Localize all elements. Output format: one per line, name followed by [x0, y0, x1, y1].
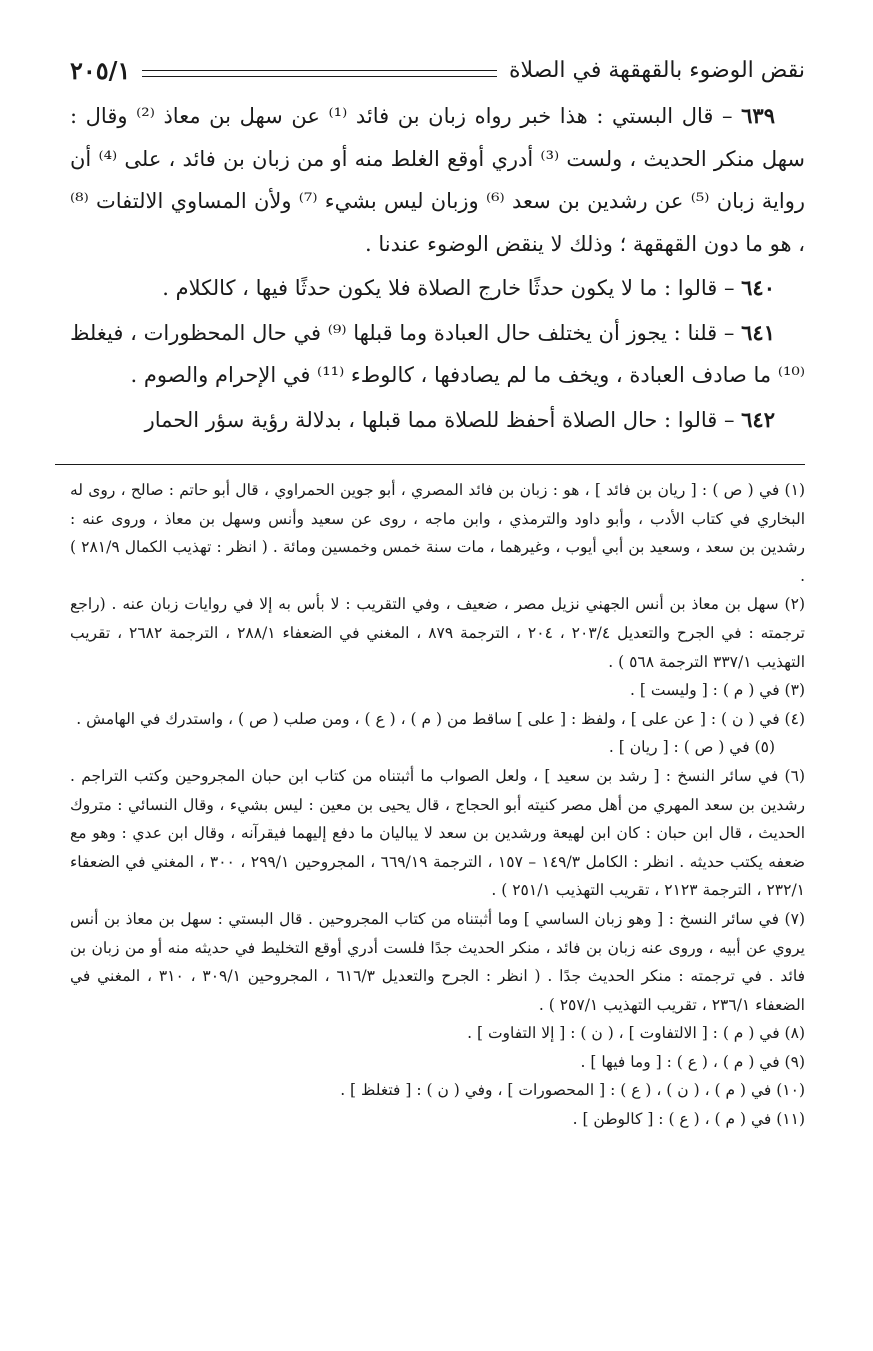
footnote-7: (٧) في سائر النسخ : [ وهو زبان الساسي ] وما أثبتناه من كتاب المجروحين . قال البستي : سهل بن معاذ بن أنس يروي عن أبيه ، وروى عنه زبان بن فائد ، منكر الحديث جدًا فلست أدري أوقع التخليط في حديثه منه أو من زبان بن فائد . في ترجمته : منكر الحديث جدًا . ( انظر : الجرح والتعديل ٦١٦/٣ ، المجروحين ٣٠٩/١ ، ٣١٠ ، المغني في الضعفاء ٢٣٦/١ ، تقريب التهذيب ٢٥٧/١ ) . — [70, 909, 805, 1014]
paragraph-number: ٦٤١ — [741, 319, 775, 345]
paragraph-641 — [70, 312, 805, 397]
footnote-5: (٥) في ( ص ) : [ ريان ] . — [608, 738, 775, 757]
footnote-6: (٦) في سائر النسخ : [ رشد بن سعيد ] ، ولعل الصواب ما أثبتناه من كتاب ابن حبان المجروحين وكتب التراجم . رشدين بن سعد المهري من أهل مصر كنيته أبو الحجاج ، قال يحيى بن معين : ليس بشيء ، وقال النسائي : متروك الحديث ، قال ابن حبان : كان ابن لهيعة ورشدين بن سعد لا يباليان ما دفع إليهما فيقرآنه ، وقال ابن عدي : وهو مع ضعفه يكتب حديثه . انظر : الكامل ١٤٩/٣ – ١٥٧ ، الترجمة ٦٦٩/١٩ ، المجروحين ٢٩٩/١ ، ٣٠٠ ، المغني في الضعفاء ٢٣٢/١ ، الترجمة ٢١٢٣ ، تقريب التهذيب ٢٥١/١ ) . — [70, 766, 805, 900]
footnote-separator — [55, 464, 805, 465]
running-header — [70, 50, 805, 90]
page-number: ٢٠٥/١ — [70, 55, 131, 85]
paragraph-number: ٦٤٢ — [741, 406, 775, 432]
paragraph-text: – قالوا : حال الصلاة أحفظ للصلاة مما قبلها ، بدلالة رؤية سؤر الحمار — [144, 407, 735, 432]
paragraph-number: ٦٣٩ — [741, 103, 775, 128]
header-rule — [142, 70, 497, 77]
footnote-11: (١١) في ( م ) ، ( ع ) : [ كالوطن ] . — [572, 1110, 805, 1129]
main-text — [70, 95, 805, 443]
footnote-2: (٢) سهل بن معاذ بن أنس الجهني نزيل مصر ، ضعيف ، وفي التقريب : لا بأس به إلا في روايات زبان عنه . (راجع ترجمته : في الجرح والتعديل ٢٠٣/٤ ، ٢٠٤ ، الترجمة ٨٧٩ ، المغني في الضعفاء ٢٨٨/١ ، الترجمة ٢٦٨٢ ، تقريب التهذيب ٣٣٧/١ الترجمة ٥٦٨ ) . — [70, 595, 805, 671]
footnote-8: (٨) في ( م ) : [ الالتفاوت ] ، ( ن ) : [ إلا التفاوت ] . — [467, 1024, 805, 1043]
chapter-title: نقض الوضوء بالقهقهة في الصلاة — [508, 57, 805, 83]
footnote-9: (٩) في ( م ) ، ( ع ) : [ وما فيها ] . — [580, 1052, 805, 1071]
footnote-10: (١٠) في ( م ) ، ( ن ) ، ( ع ) : [ المحصورات ] ، وفي ( ن ) : [ فتغلظ ] . — [340, 1081, 805, 1100]
paragraph-number: ٦٤٠ — [741, 275, 775, 300]
footnote-4: (٤) في ( ن ) : [ عن على ] ، ولفظ : [ على ] ساقط من ( م ) ، ( ع ) ، ومن صلب ( ص ) ، واستدرك في الهامش . — [76, 709, 805, 728]
paragraph-text: – قال البستي : هذا خبر رواه زبان بن فائد ⁽¹⁾ عن سهل بن معاذ ⁽²⁾ وقال : سهل منكر الحديث ، ولست ⁽³⁾ أدري أوقع الغلط منه أو من زبان بن فائد ، على ⁽⁴⁾ أن رواية زبان ⁽⁵⁾ عن رشدين بن سعد ⁽⁶⁾ وزبان ليس بشيء ⁽⁷⁾ ولأن المساوي الالتفات ⁽⁸⁾ ، هو ما دون القهقهة ؛ وذلك لا ينقض الوضوء عندنا . — [70, 104, 805, 256]
paragraph-642 — [70, 399, 805, 442]
footnotes — [70, 476, 805, 1134]
footnote-3: (٣) في ( م ) : [ وليست ] . — [630, 681, 805, 700]
paragraph-639 — [70, 95, 805, 265]
paragraph-text: – قالوا : ما لا يكون حدثًا خارج الصلاة فلا يكون حدثًا فيها ، كالكلام . — [162, 276, 735, 300]
paragraph-640 — [70, 267, 805, 310]
footnote-1: (١) في ( ص ) : [ ريان بن فائد ] ، هو : زبان بن فائد المصري ، أبو جوين الحمراوي ، قال أبو حاتم : صالح ، روى له البخاري في كتاب الأدب ، وأبو داود والترمذي ، وابن ماجه ، روى عن سعيد وأنس وسهل بن معاذ ، وروى عنه : رشدين بن سعد ، وسعيد بن أبي أيوب ، وغيرهما ، مات سنة خمس وخمسين ومائة . ( انظر : تهذيب الكمال ٢٨١/٩ ) . — [70, 481, 805, 585]
paragraph-text: – قلنا : يجوز أن يختلف حال العبادة وما قبلها ⁽⁹⁾ في حال المحظورات ، فيغلظ ⁽¹⁰⁾ ما صادف العبادة ، ويخف ما لم يصادفها ، كالوطء ⁽¹¹⁾ في الإحرام والصوم . — [70, 320, 805, 387]
